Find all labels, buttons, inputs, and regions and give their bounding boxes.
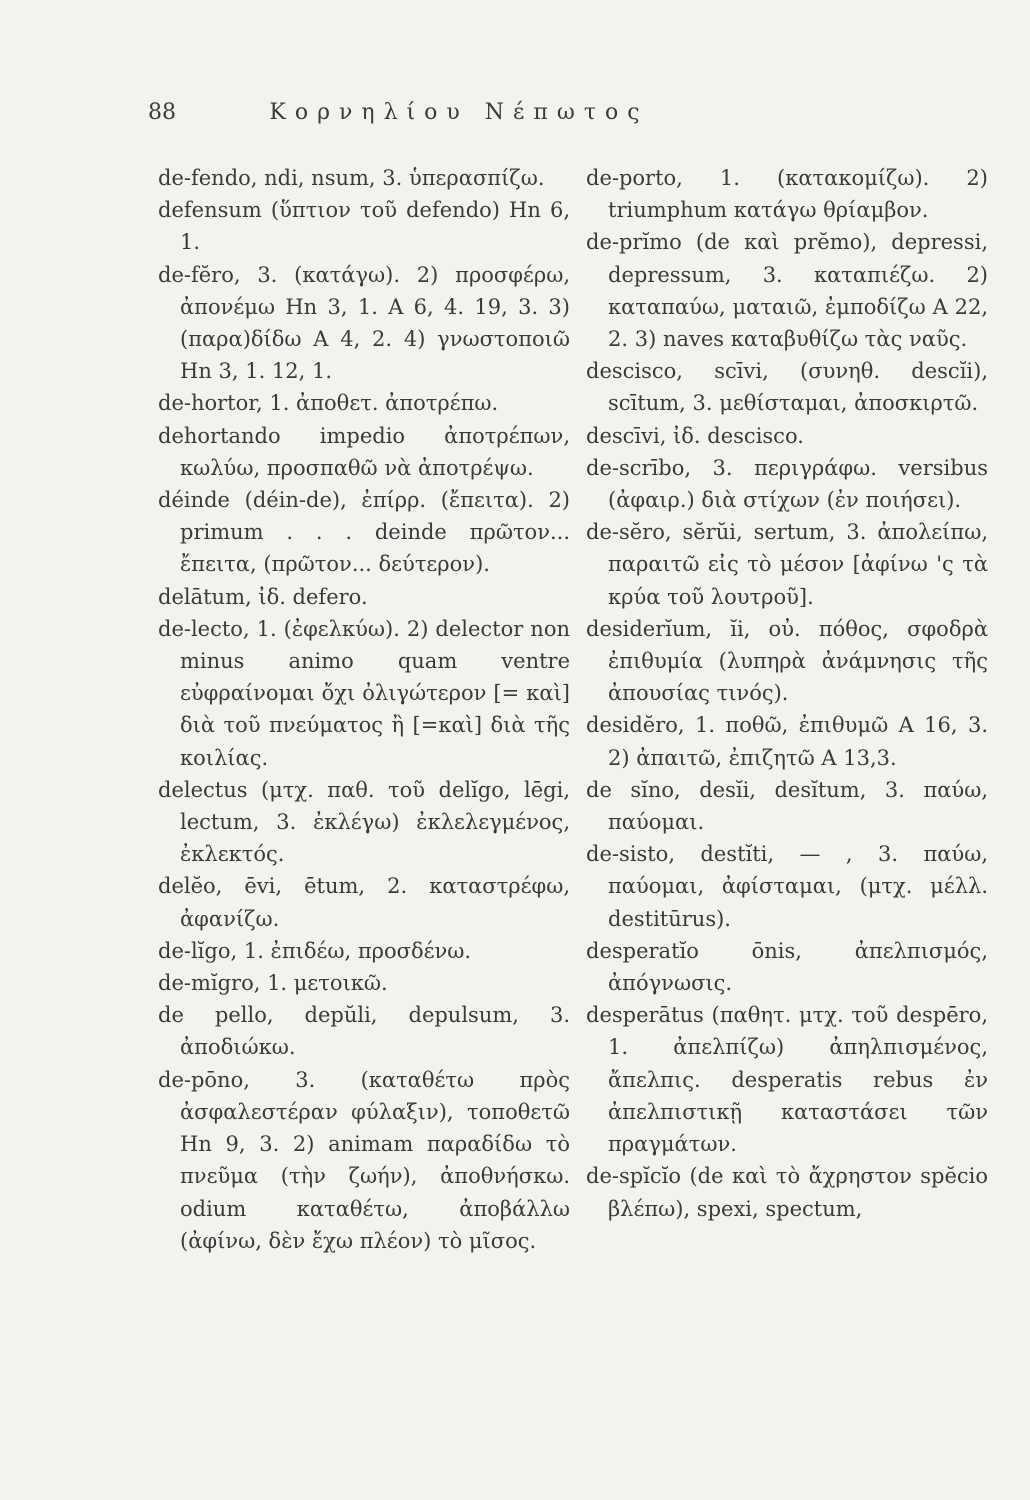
dictionary-entry: de-fendo, ndi, nsum, 3. ὑπερασπίζω. [158,166,545,190]
dictionary-entry: déinde (déin-de), ἐπίρρ. (ἔπειτα). 2) primum . . . deinde πρῶτον... ἔπειτα, (πρῶτον... δεύτερον). [158,488,570,577]
page-number: 88 [148,100,176,125]
dictionary-entry: de-sĕro, sĕrŭi, sertum, 3. ἀπολείπω, παραιτῶ εἰς τὸ μέσον [ἀφίνω 'ς τὰ κρύα τοῦ λουτροῦ]. [586,520,988,609]
dictionary-entry: de-mĭgro, 1. μετοικῶ. [158,971,388,996]
dictionary-entry: desperatĭo ōnis, ἀπελπισμός, ἀπόγνωσις. [586,938,988,996]
dictionary-entry: de-scrībo, 3. περιγράφω. versibus (ἀφαιρ.) διὰ στίχων (ἐν ποιήσει). [586,455,988,513]
dictionary-entry: de-lecto, 1. (ἐφελκύω). 2) delector non minus animo quam ventre εὐφραίνομαι ὄχι ὀλιγώτερον [= καὶ] διὰ τοῦ πνεύματος ἢ [=καὶ] διὰ τῆς κοιλίας. [158,616,570,770]
right-column [586,162,988,1225]
dictionary-entry: delĕo, ēvi, ētum, 2. καταστρέφω, ἀφανίζω. [158,874,570,931]
dictionary-entry: delātum, ἰδ. defero. [158,584,368,609]
dictionary-entry: desiderĭum, ĭi, οὐ. πόθος, σφοδρὰ ἐπιθυμία (λυπηρὰ ἀνάμνησις τῆς ἀπουσίας τινός). [586,616,988,706]
dictionary-entry: desidĕro, 1. ποθῶ, ἐπιθυμῶ A 16, 3. 2) ἀπαιτῶ, ἐπιζητῶ A 13,3. [586,713,988,770]
dictionary-entry: dehortando impedio ἀποτρέπων, κωλύω, προσπαθῶ νὰ ἀποτρέψω. [158,423,570,480]
dictionary-entry: descisco, scīvi, (συνηθ. descĭi), scītum, 3. μεθίσταμαι, ἀποσκιρτῶ. [586,359,988,416]
dictionary-entry: de-porto, 1. (κατακομίζω). 2) triumphum κατάγω θρίαμβον. [586,166,988,223]
dictionary-entry: de-lĭgo, 1. ἐπιδέω, προσδένω. [158,938,472,963]
dictionary-entry: de-hortor, 1. ἀποθετ. ἀποτρέπω. [158,391,499,416]
dictionary-entry: de-fĕro, 3. (κατάγω). 2) προσφέρω, ἀπονέμω Hn 3, 1. A 6, 4. 19, 3. 3) (παρα)δίδω A 4, 2. 4) γνωστοποιῶ Hn 3, 1. 12, 1. [158,262,570,384]
dictionary-entry: desperātus (παθητ. μτχ. τοῦ despēro, 1. ἀπελπίζω) ἀπηλπισμένος, ἄπελπις. desperatis rebus ἐν ἀπελπιστικῇ καταστάσει τῶν πραγμάτων. [586,1003,988,1157]
page-header [148,100,770,140]
dictionary-entry: de-prĭmo (de καὶ prĕmo), depressi, depressum, 3. καταπιέζω. 2) καταπαύω, ματαιῶ, ἐμποδίζω A 22, 2. 3) naves καταβυθίζω τὰς ναῦς. [586,230,988,352]
dictionary-entry: de pello, depŭli, depulsum, 3. ἀποδιώκω. [158,1003,570,1060]
running-title: Κορνηλίου Νέπωτος [269,100,649,125]
dictionary-entry: de-spĭcĭo (de καὶ τὸ ἄχρηστον spĕcio βλέπω), spexi, spectum, [586,1164,988,1221]
dictionary-entry: de sĭno, desĭi, desĭtum, 3. παύω, παύομαι. [586,777,988,835]
dictionary-entry: defensum (ὕπτιον τοῦ defendo) Hn 6, 1. [158,198,570,255]
dictionary-entry: de-sisto, destĭti, — , 3. παύω, παύομαι, ἀφίσταμαι, (μτχ. μέλλ. destitūrus). [586,842,988,931]
dictionary-entry: descīvi, ἰδ. descisco. [586,423,804,448]
dictionary-entry: de-pōno, 3. (καταθέτω πρὸς ἀσφαλεστέραν φύλαξιν), τοποθετῶ Hn 9, 3. 2) animam παραδίδω τὸ πνεῦμα (τὴν ζωήν), ἀποθνήσκω. odium καταθέτω, ἀποβάλλω (ἀφίνω, δὲν ἔχω πλέον) τὸ μῖσος. [158,1067,570,1253]
left-column [158,162,570,1257]
dictionary-entry: delectus (μτχ. παθ. τοῦ delĭgo, lēgi, lectum, 3. ἐκλέγω) ἐκλελεγμένος, ἐκλεκτός. [158,777,570,867]
